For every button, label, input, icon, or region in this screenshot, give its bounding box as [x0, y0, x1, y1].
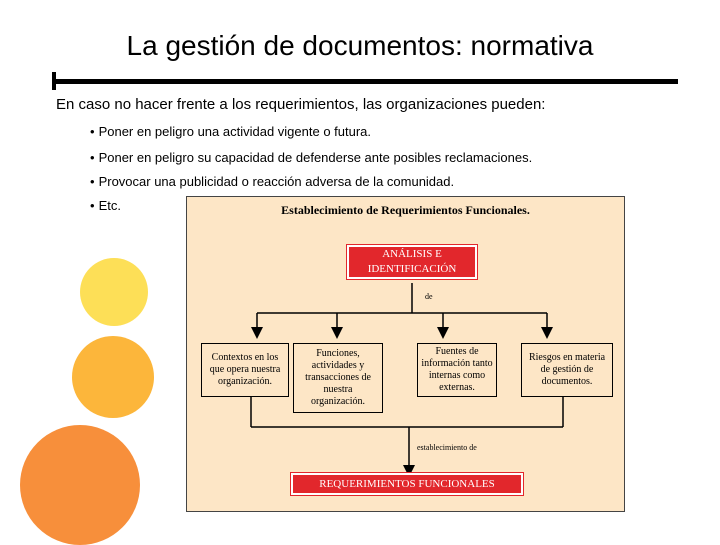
bullet-item — [90, 198, 121, 213]
requirements-diagram — [186, 196, 625, 512]
bullet-text: Poner en peligro una actividad vigente o futura. — [98, 124, 372, 139]
connector-label-de: de — [425, 292, 433, 301]
bullet-dot-icon: • — [90, 150, 95, 165]
bullet-text: Provocar una publicidad o reacción adversa de la comunidad. — [98, 174, 455, 189]
bullet-item — [90, 174, 454, 189]
bullet-item — [90, 124, 371, 139]
title-rule — [52, 79, 678, 84]
decorative-circle-orange — [20, 425, 140, 545]
analysis-identification-box: ANÁLISIS E IDENTIFICACIÓN — [347, 245, 477, 279]
risks-box: Riesgos en materia de gestión de documentos. — [521, 343, 613, 397]
slide-title: La gestión de documentos: normativa — [126, 30, 594, 61]
decorative-circle-yellow — [80, 258, 148, 326]
bullet-text: Poner en peligro su capacidad de defenderse ante posibles reclamaciones. — [98, 150, 533, 165]
functional-requirements-box: REQUERIMIENTOS FUNCIONALES — [291, 473, 523, 495]
bullet-dot-icon: • — [90, 198, 95, 213]
diagram-heading: Establecimiento de Requerimientos Funcionales. — [281, 203, 530, 217]
context-box: Contextos en los que opera nuestra organización. — [201, 343, 289, 397]
connector-label-establecimiento: establecimiento de — [417, 443, 477, 452]
intro-text: En caso no hacer frente a los requerimientos, las organizaciones pueden: — [56, 96, 546, 113]
bullet-item — [90, 150, 532, 165]
information-sources-box: Fuentes de información tanto internas como externas. — [417, 343, 497, 397]
functions-box: Funciones, actividades y transacciones de nuestra organización. — [293, 343, 383, 413]
bullet-text: Etc. — [98, 198, 121, 213]
decorative-circle-light-orange — [72, 336, 154, 418]
bullet-dot-icon: • — [90, 174, 95, 189]
bullet-dot-icon: • — [90, 124, 95, 139]
